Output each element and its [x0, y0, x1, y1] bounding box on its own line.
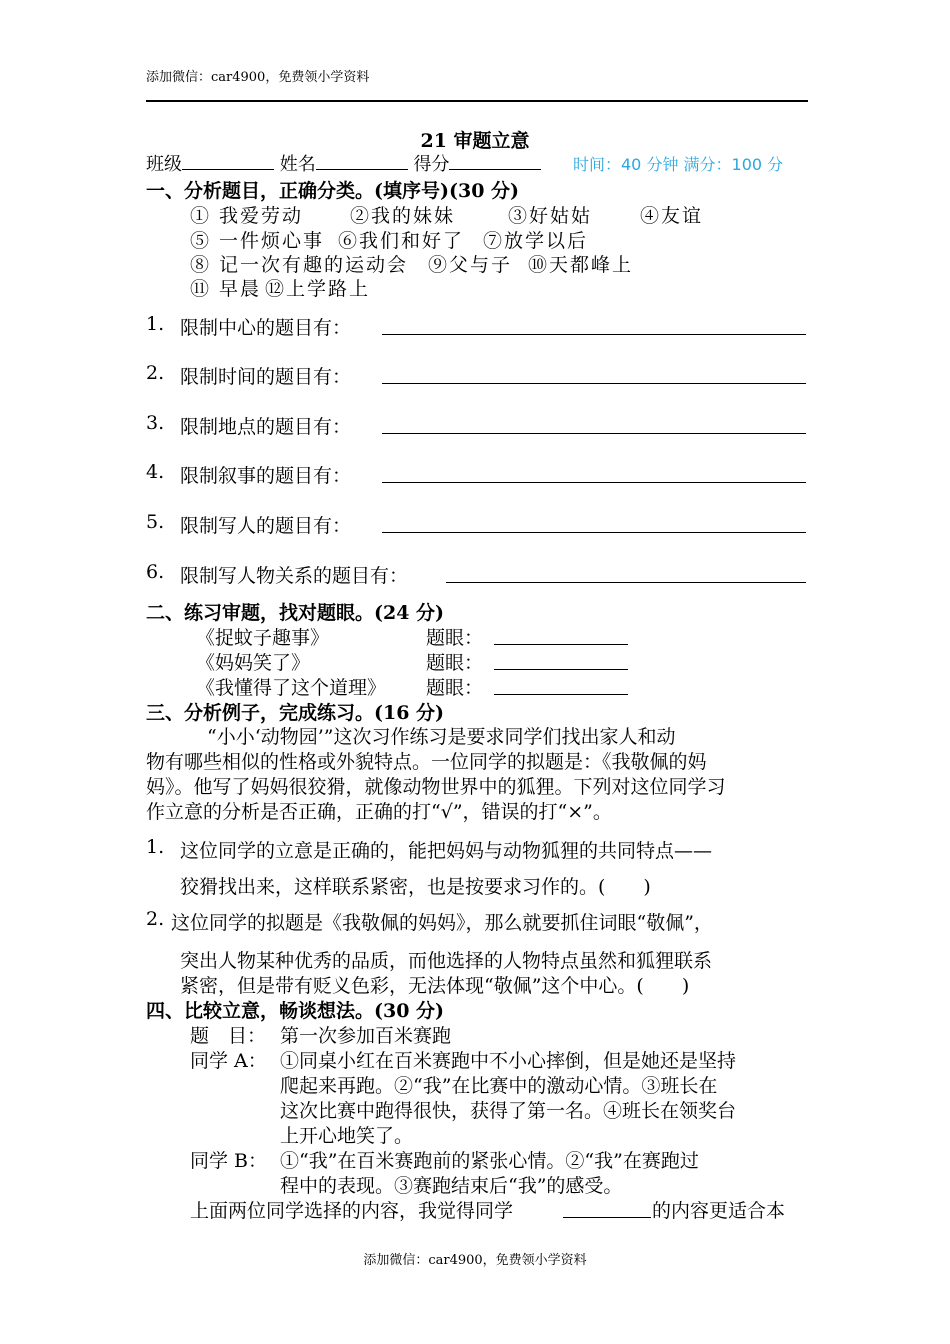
s1-q2-text: 限制时间的题目有：	[180, 366, 352, 388]
s1-q3-text: 限制地点的题目有：	[180, 416, 352, 438]
s4-student-b-line-1: ①“我”在百米赛跑前的紧张心情。②“我”在赛跑过	[280, 1150, 699, 1172]
s1-q2-answer-line[interactable]	[382, 383, 806, 384]
s4-student-a-label: 同学 A：	[190, 1050, 267, 1072]
s2-item-1-title: 《捉蚊子趣事》	[196, 627, 330, 649]
s1-q6-text: 限制写人物关系的题目有：	[180, 565, 409, 587]
s4-choice-blank[interactable]	[563, 1217, 651, 1218]
s2-item-2-title: 《妈妈笑了》	[196, 652, 311, 674]
header-divider	[146, 100, 808, 102]
s2-item-3-label: 题眼：	[426, 677, 484, 699]
option-9: ⑨父与子	[428, 254, 513, 276]
s3-q2-line-1: 这位同学的拟题是《我敬佩的妈妈》，那么就要抓住词眼“敬佩”，	[171, 912, 713, 934]
s1-q6-number: 6.	[146, 561, 165, 583]
s4-student-b-label: 同学 B：	[190, 1150, 268, 1172]
s3-para-line-4: 作立意的分析是否正确，正确的打“√”，错误的打“×”。	[146, 801, 612, 823]
option-3: ③好姑姑	[508, 205, 593, 227]
option-8: ⑧ 记一次有趣的运动会	[190, 254, 409, 276]
s1-q6-answer-line[interactable]	[446, 582, 806, 583]
option-10: ⑩天都峰上	[528, 254, 634, 276]
s3-para-line-1: “小小‘动物园’”这次习作练习是要求同学们找出家人和动	[207, 726, 676, 748]
s4-student-b-line-2: 程中的表现。③赛跑结束后“我”的感受。	[280, 1175, 623, 1197]
s2-item-1-label: 题眼：	[426, 627, 484, 649]
s4-student-a-line-4: 上开心地笑了。	[280, 1125, 414, 1147]
option-4: ④友谊	[640, 205, 704, 227]
option-6: ⑥我们和好了	[338, 230, 465, 252]
section4-heading: 四、比较立意，畅谈想法。(30 分)	[146, 1000, 445, 1022]
s1-q5-answer-line[interactable]	[382, 532, 806, 533]
s4-last-line-post: 的内容更适合本	[652, 1200, 786, 1222]
s1-q3-number: 3.	[146, 412, 165, 434]
time-score-note: 时间：40 分钟 满分：100 分	[573, 155, 784, 174]
s1-q1-text: 限制中心的题目有：	[180, 317, 352, 339]
s2-item-1-blank[interactable]	[494, 644, 628, 645]
section2-heading: 二、练习审题，找对题眼。(24 分)	[146, 602, 445, 624]
s4-last-line-pre: 上面两位同学选择的内容，我觉得同学	[190, 1200, 514, 1222]
s2-item-2-label: 题眼：	[426, 652, 484, 674]
s4-student-a-line-3: 这次比赛中跑得很快，获得了第一名。④班长在领奖台	[280, 1100, 737, 1122]
score-blank[interactable]	[449, 153, 541, 170]
s4-topic: 第一次参加百米赛跑	[280, 1025, 452, 1047]
s4-topic-label: 题 目：	[190, 1025, 267, 1047]
option-5: ⑤ 一件烦心事	[190, 230, 325, 252]
s2-item-3-blank[interactable]	[494, 694, 628, 695]
s3-para-line-2: 物有哪些相似的性格或外貌特点。一位同学的拟题是：《我敬佩的妈	[146, 751, 707, 773]
s4-student-a-line-2: 爬起来再跑。②“我”在比赛中的激动心情。③班长在	[280, 1075, 718, 1097]
class-blank[interactable]	[182, 153, 274, 170]
name-label: 姓名	[279, 154, 316, 175]
option-1: ① 我爱劳动	[190, 205, 304, 227]
name-blank[interactable]	[316, 153, 408, 170]
s1-q1-answer-line[interactable]	[382, 334, 806, 335]
section3-heading: 三、分析例子，完成练习。(16 分)	[146, 702, 445, 724]
option-7: ⑦放学以后	[483, 230, 589, 252]
s1-q5-text: 限制写人的题目有：	[180, 515, 352, 537]
s1-q2-number: 2.	[146, 362, 165, 384]
s3-q2-number: 2.	[146, 908, 165, 930]
s3-para-line-3: 妈》。他写了妈妈很狡猾，就像动物世界中的狐狸。下列对这位同学习	[146, 776, 726, 798]
s1-q1-number: 1.	[146, 313, 165, 335]
s1-q4-number: 4.	[146, 461, 165, 483]
footer-note: 添加微信：car4900，免费领小学资料	[363, 1253, 587, 1268]
s3-q1-line-1: 这位同学的立意是正确的，能把妈妈与动物狐狸的共同特点——	[180, 840, 713, 862]
s4-student-a-line-1: ①同桌小红在百米赛跑中不小心摔倒，但是她还是坚持	[280, 1050, 737, 1072]
s1-q4-text: 限制叙事的题目有：	[180, 465, 352, 487]
option-2: ②我的妹妹	[350, 205, 456, 227]
s1-q3-answer-line[interactable]	[382, 433, 806, 434]
s3-q1-number: 1.	[146, 836, 165, 858]
s3-q1-line-2: 狡猾找出来，这样联系紧密，也是按要求习作的。( )	[180, 876, 651, 898]
page-title: 21 审题立意	[420, 130, 530, 152]
score-label: 得分	[413, 154, 450, 175]
section1-heading: 一、分析题目，正确分类。(填序号)(30 分)	[146, 180, 520, 202]
s3-q2-line-3: 紧密，但是带有贬义色彩，无法体现“敬佩”这个中心。( )	[180, 975, 690, 997]
option-12: ⑫上学路上	[265, 278, 371, 300]
s3-q2-line-2: 突出人物某种优秀的品质，而他选择的人物特点虽然和狐狸联系	[180, 950, 713, 972]
info-line	[146, 150, 541, 176]
class-label: 班级	[146, 154, 182, 175]
s2-item-3-title: 《我懂得了这个道理》	[196, 677, 387, 699]
s1-q5-number: 5.	[146, 511, 165, 533]
s2-item-2-blank[interactable]	[494, 669, 628, 670]
option-11: ⑪ 早晨	[190, 278, 262, 300]
header-note: 添加微信：car4900，免费领小学资料	[146, 70, 370, 85]
s1-q4-answer-line[interactable]	[382, 482, 806, 483]
